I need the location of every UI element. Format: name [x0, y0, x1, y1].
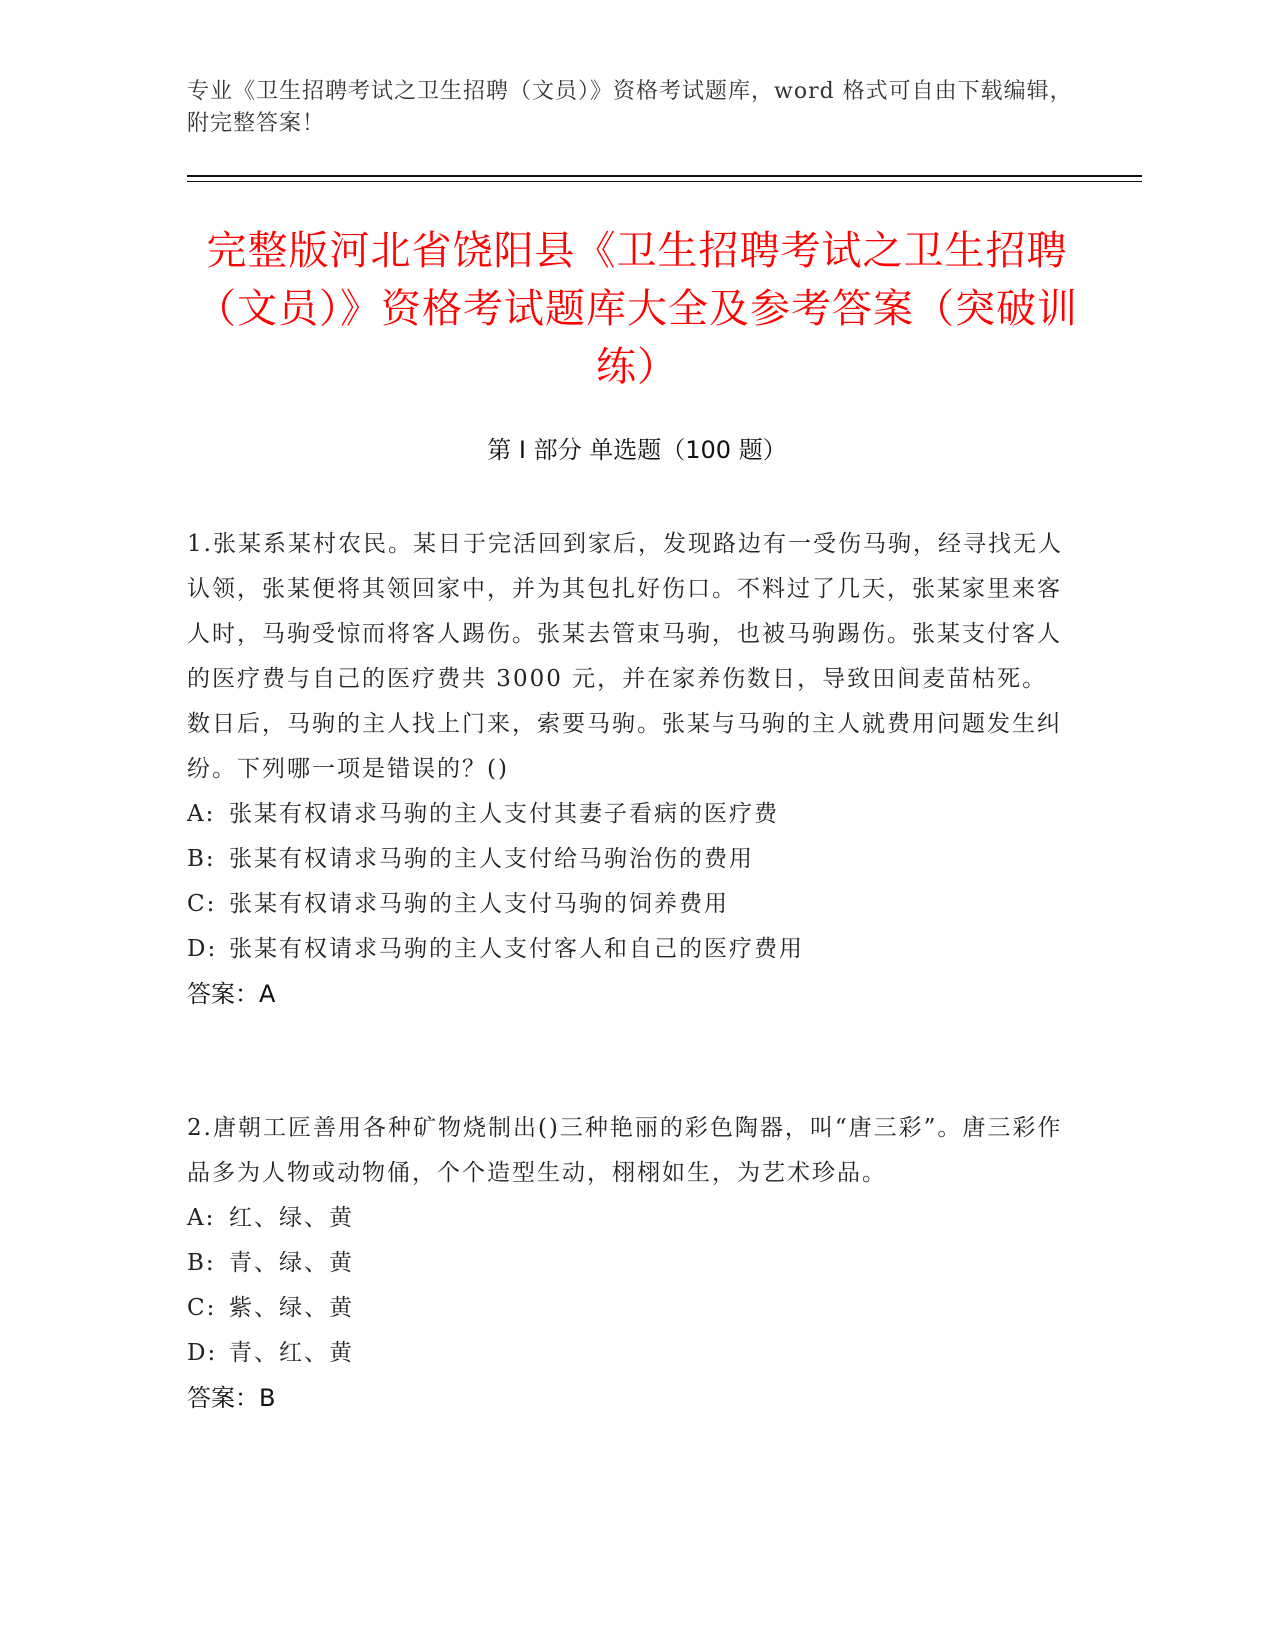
option-text: 青、红、黄: [229, 1340, 354, 1366]
option-d: [187, 927, 1067, 972]
header-rule-thick: [187, 175, 1142, 177]
option-key: A:: [187, 1205, 216, 1231]
question-stem: 2.唐朝工匠善用各种矿物烧制出()三种艳丽的彩色陶器，叫“唐三彩”。唐三彩作品多为人物或动物俑，个个造型生动，栩栩如生，为艺术珍品。: [187, 1115, 1063, 1186]
option-b: [187, 837, 1067, 882]
section-heading: 第 I 部分 单选题（100 题）: [487, 436, 787, 464]
answer-line: 答案：B: [187, 1384, 276, 1412]
header-rule-thin: [187, 181, 1142, 182]
option-d: [187, 1331, 1067, 1376]
question-stem: 1.张某系某村农民。某日于完活回到家后，发现路边有一受伤马驹，经寻找无人认领，张某便将其领回家中，并为其包扎好伤口。不料过了几天，张某家里来客人时，马驹受惊而将客人踢伤。张某去管束马驹，也被马驹踢伤。张某支付客人的医疗费与自己的医疗费共 3000 元，并在家养伤数日，导致田间麦苗枯死。数日后，马驹的主人找上门来，索要马驹。张某与马驹的主人就费用问题发生纠纷。下列哪一项是错误的？(): [187, 531, 1063, 782]
option-key: A:: [187, 801, 216, 827]
option-b: [187, 1241, 1067, 1286]
option-key: C:: [187, 891, 217, 917]
option-text: 张某有权请求马驹的主人支付马驹的饲养费用: [229, 891, 729, 917]
header-note: 专业《卫生招聘考试之卫生招聘（文员）》资格考试题库，word 格式可自由下载编辑，附完整答案！: [187, 79, 1073, 136]
question-2: [187, 1106, 1067, 1421]
option-text: 紫、绿、黄: [229, 1295, 354, 1321]
option-text: 张某有权请求马驹的主人支付给马驹治伤的费用: [229, 846, 754, 872]
document-title: 完整版河北省饶阳县《卫生招聘考试之卫生招聘（文员）》资格考试题库大全及参考答案（突破训练）: [196, 228, 1078, 390]
option-key: B:: [187, 846, 216, 872]
option-a: [187, 1196, 1067, 1241]
option-key: D:: [187, 936, 218, 962]
option-key: B:: [187, 1250, 216, 1276]
answer-line: 答案：A: [187, 980, 276, 1008]
option-a: [187, 792, 1067, 837]
option-key: C:: [187, 1295, 217, 1321]
option-text: 张某有权请求马驹的主人支付其妻子看病的医疗费: [229, 801, 779, 827]
option-text: 红、绿、黄: [229, 1205, 354, 1231]
option-c: [187, 1286, 1067, 1331]
option-text: 青、绿、黄: [229, 1250, 354, 1276]
option-c: [187, 882, 1067, 927]
option-key: D:: [187, 1340, 218, 1366]
question-1: [187, 522, 1067, 1017]
option-text: 张某有权请求马驹的主人支付客人和自己的医疗费用: [229, 936, 804, 962]
